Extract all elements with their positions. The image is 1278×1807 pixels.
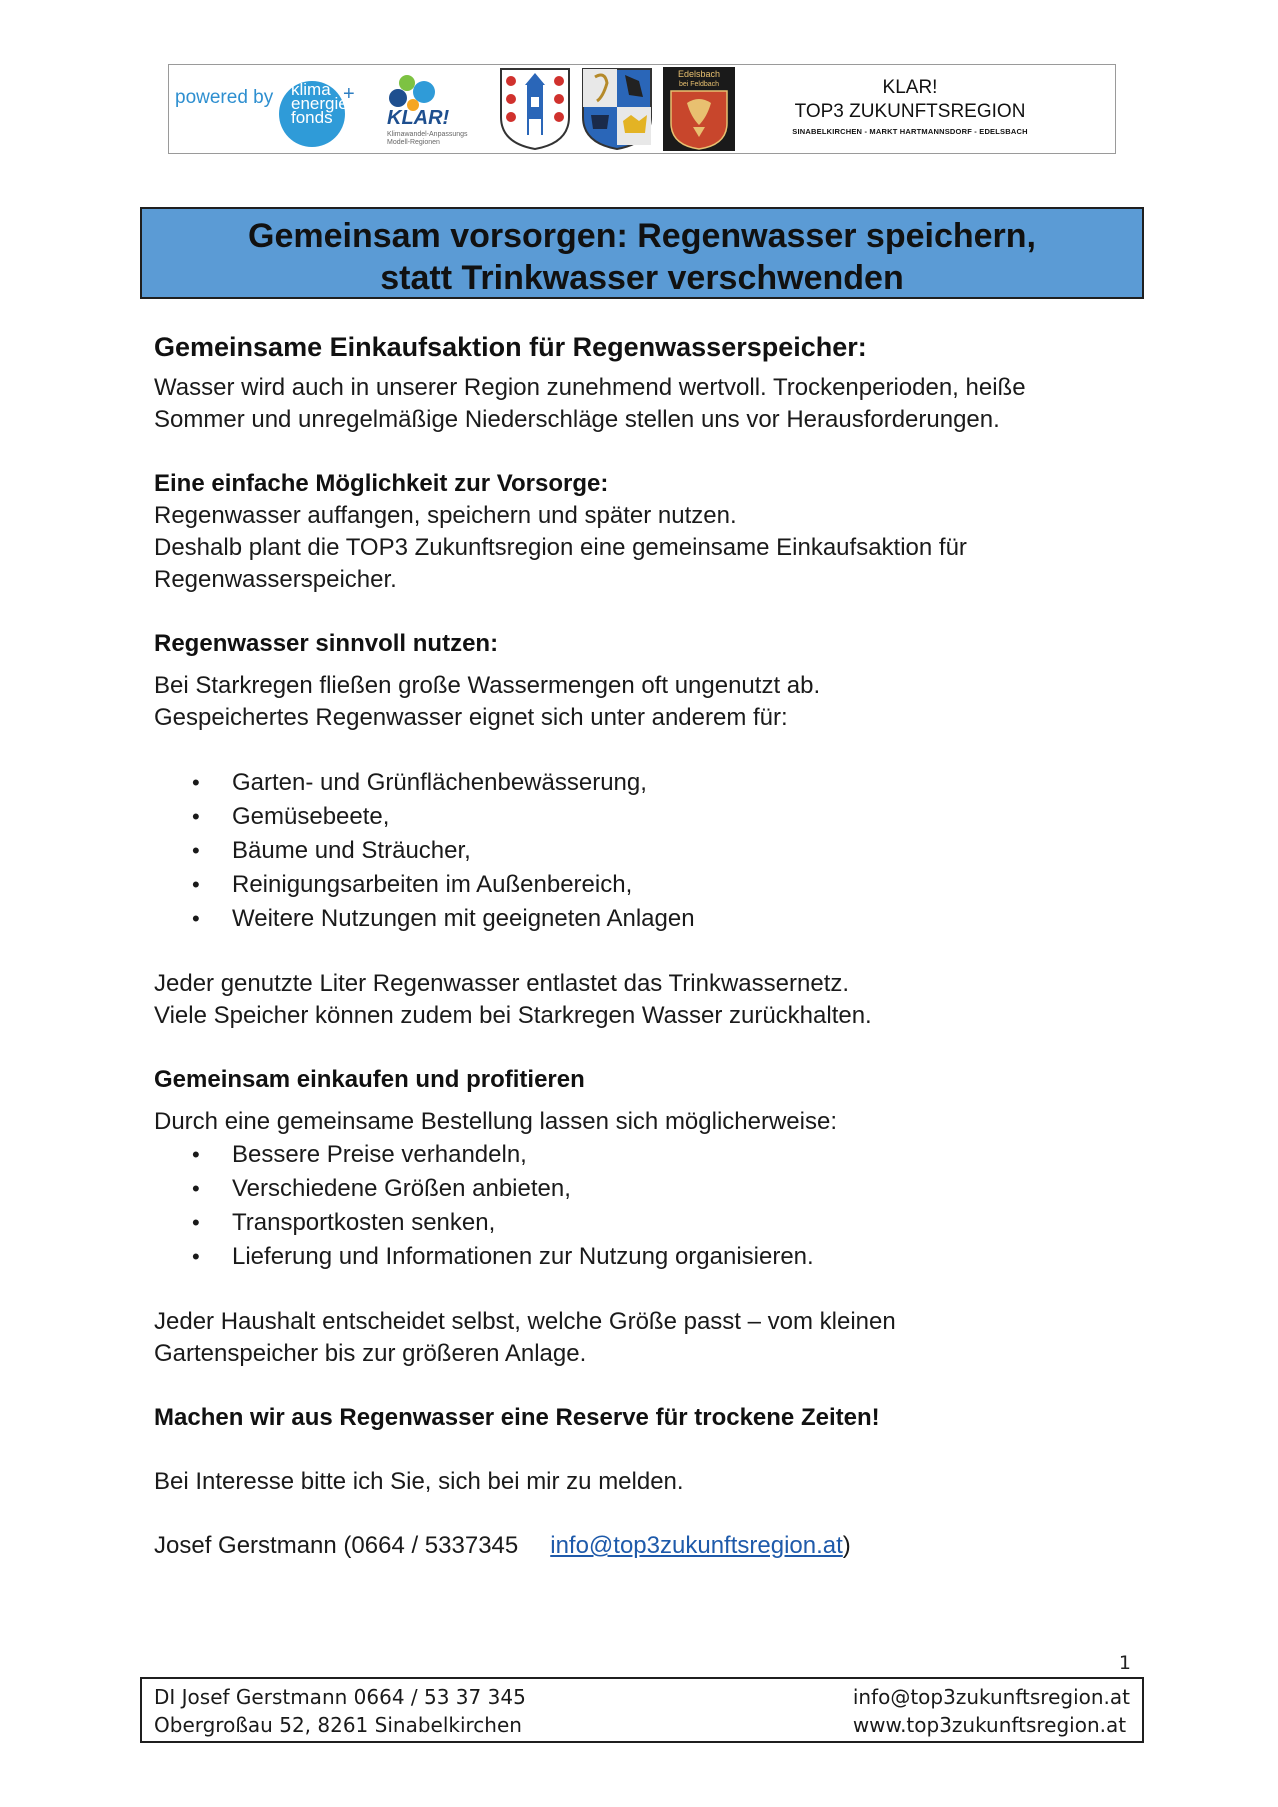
interest-line: Bei Interesse bitte ich Sie, sich bei mir zu melden. [154,1468,684,1495]
list-item: • Reinigungsarbeiten im Außenbereich, [192,868,1114,902]
crest-sinabelkirchen-icon [499,67,571,151]
section-nutzen-line-1: Bei Starkregen fließen große Wassermengen oft ungenutzt ab. [154,672,821,699]
plus-icon: + [343,83,355,105]
document-body [154,328,1114,1562]
contact-name: Josef Gerstmann (0664 / 5337345 [154,1532,519,1559]
section-vorsorge-line-2: Deshalb plant die TOP3 Zukunftsregion eine gemeinsame Einkaufsaktion für [154,534,967,561]
section-vorsorge-line-3: Regenwasserspeicher. [154,566,397,593]
top3-region-label [775,77,1045,136]
bullet-icon: • [192,872,200,897]
contact-row [154,1530,1114,1562]
contact-email-link[interactable]: info@top3zukunftsregion.at [550,1532,843,1559]
footer-box [140,1677,1144,1743]
intro-line-2: Sommer und unregelmäßige Niederschläge stellen uns vor Herausforderungen. [154,406,1000,433]
title-line-2: statt Trinkwasser verschwenden [380,259,904,297]
bullet-icon: • [192,838,200,863]
logo-strip [168,64,1116,154]
klar-wordmark: KLAR! [387,107,450,129]
svg-text:Edelsbach: Edelsbach [677,69,721,79]
choice-line-2: Gartenspeicher bis zur größeren Anlage. [154,1340,587,1367]
bullet-icon: • [192,906,200,931]
strip-municipalities-text: SINABELKIRCHEN - MARKT HARTMANNSDORF - EDELSBACH [792,127,1028,136]
title-box [140,207,1144,299]
strip-top3-text: TOP3 ZUKUNFTSREGION [794,101,1026,122]
main-heading: Gemeinsame Einkaufsaktion für Regenwasserspeicher: [154,332,867,362]
klima-energiefonds-logo [171,69,361,149]
section-einkaufen-line-1: Durch eine gemeinsame Bestellung lassen sich möglicherweise: [154,1108,838,1135]
relief-line-2: Viele Speicher können zudem bei Starkregen Wasser zurückhalten. [154,1002,872,1029]
strip-klar-text: KLAR! [882,77,938,98]
crest-edelsbach-icon [663,67,735,151]
klar-logo [367,71,477,149]
list-item: • Bessere Preise verhandeln, [192,1138,1114,1172]
bullet-icon: • [192,770,200,795]
list-item: • Transportkosten senken, [192,1206,1114,1240]
bullet-icon: • [192,1244,200,1269]
benefits-list [192,1138,1114,1274]
section-vorsorge-title: Eine einfache Möglichkeit zur Vorsorge: [154,470,609,497]
footer-contact [853,1683,1130,1739]
list-item: • Bäume und Sträucher, [192,834,1114,868]
footer-street: Obergroßau 52, 8261 Sinabelkirchen [154,1713,522,1737]
powered-by-text: powered by [175,87,274,108]
title-line-1: Gemeinsam vorsorgen: Regenwasser speichern, [248,217,1036,255]
footer-name-phone: DI Josef Gerstmann 0664 / 53 37 345 [154,1685,526,1709]
contact-close: ) [842,1532,851,1559]
uses-list [192,766,1114,936]
svg-text:bei Feldbach: bei Feldbach [678,81,720,88]
relief-line-1: Jeder genutzte Liter Regenwasser entlastet das Trinkwassernetz. [154,970,850,997]
bullet-icon: • [192,1176,200,1201]
list-item: • Gemüsebeete, [192,800,1114,834]
crest-hartmannsdorf-icon [581,67,653,151]
page-number: 1 [1118,1652,1131,1674]
section-nutzen-title: Regenwasser sinnvoll nutzen: [154,630,499,657]
bullet-icon: • [192,1210,200,1235]
section-nutzen-line-2: Gespeichertes Regenwasser eignet sich unter anderem für: [154,704,788,731]
list-item: • Verschiedene Größen anbieten, [192,1172,1114,1206]
intro-line-1: Wasser wird auch in unserer Region zunehmend wertvoll. Trockenperioden, heiße [154,374,1026,401]
section-vorsorge-line-1: Regenwasser auffangen, speichern und später nutzen. [154,502,737,529]
klar-subtitle: Klimawandel-Anpassungs Modell-Regionen [387,131,468,146]
footer-address [154,1683,526,1739]
section-einkaufen-title: Gemeinsam einkaufen und profitieren [154,1066,585,1093]
bullet-icon: • [192,1142,200,1167]
footer-email: info@top3zukunftsregion.at [852,1685,1130,1709]
footer-website: www.top3zukunftsregion.at [852,1713,1127,1737]
choice-line-1: Jeder Haushalt entscheidet selbst, welche Größe passt – vom kleinen [154,1308,896,1335]
list-item: • Weitere Nutzungen mit geeigneten Anlagen [192,902,1114,936]
klima-fonds-text: klima energie fonds [291,80,348,127]
list-item: • Lieferung und Informationen zur Nutzung organisieren. [192,1240,1114,1274]
list-item: • Garten- und Grünflächenbewässerung, [192,766,1114,800]
bullet-icon: • [192,804,200,829]
call-to-action: Machen wir aus Regenwasser eine Reserve für trockene Zeiten! [154,1404,880,1431]
